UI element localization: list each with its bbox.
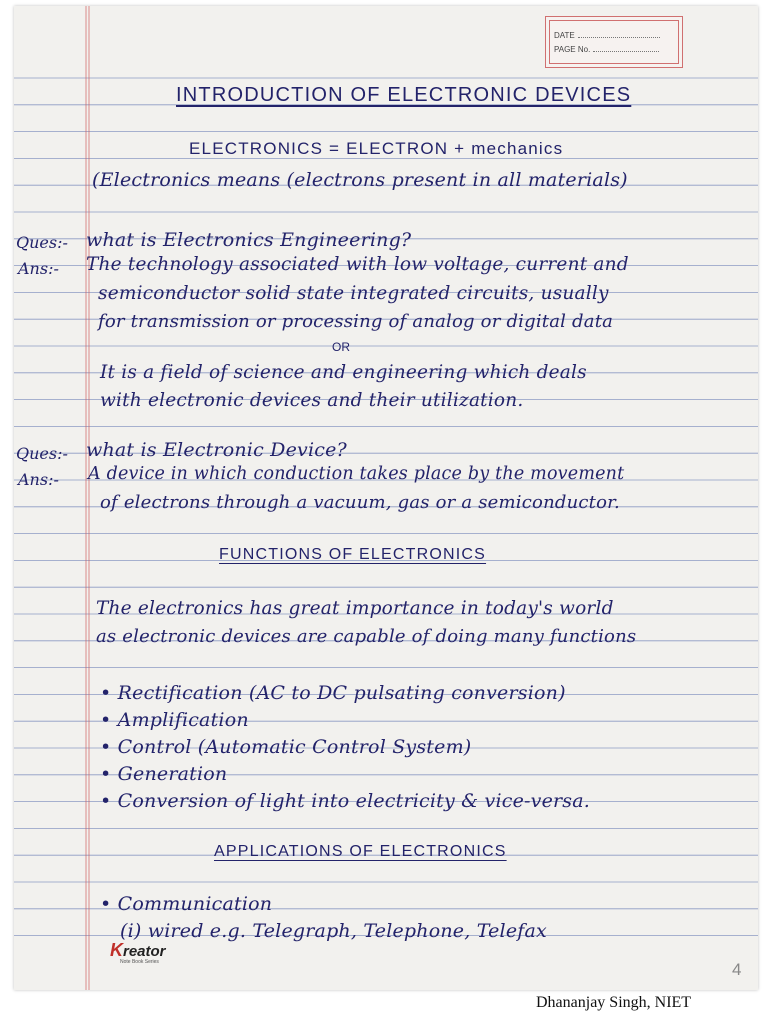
- author-credit: Dhananjay Singh, NIET: [536, 994, 692, 1011]
- date-label: DATE: [554, 31, 660, 40]
- q1-text: what is Electronics Engineering?: [86, 229, 412, 251]
- q2-text: what is Electronic Device?: [86, 439, 347, 461]
- functions-heading: FUNCTIONS OF ELECTRONICS: [219, 546, 487, 563]
- function-item: • Rectification (AC to DC pulsating conversion): [100, 682, 566, 704]
- notebook-page: [14, 6, 758, 990]
- page-number: 4: [732, 960, 742, 979]
- function-item: • Control (Automatic Control System): [100, 736, 472, 758]
- date-page-box: [545, 16, 683, 68]
- brand-logo: Kreator: [110, 940, 166, 960]
- page-number-label: PAGE No.: [554, 45, 659, 54]
- applications-heading: APPLICATIONS OF ELECTRONICS: [214, 843, 507, 860]
- function-item: • Conversion of light into electricity & vice-versa.: [100, 790, 591, 812]
- q2-answer-line: of electrons through a vacuum, gas or a semiconductor.: [100, 492, 620, 513]
- brand-tagline: Note Book Series: [120, 959, 159, 965]
- functions-intro-line: as electronic devices are capable of doing many functions: [96, 626, 637, 647]
- q2-answer-line: A device in which conduction takes place by the movement: [88, 464, 625, 484]
- q1-answer-line: for transmission or processing of analog or digital data: [98, 311, 614, 332]
- q1-alt-answer-line: It is a field of science and engineering which deals: [100, 362, 587, 383]
- q1-label: Ques:-: [16, 233, 68, 252]
- q1-answer-line: The technology associated with low voltage, current and: [86, 254, 629, 275]
- application-sub-item: (i) wired e.g. Telegraph, Telephone, Telefax: [120, 920, 547, 942]
- q1-answer-label: Ans:-: [18, 259, 59, 278]
- formula-note: (Electronics means (electrons present in all materials): [92, 169, 628, 191]
- formula-heading: ELECTRONICS = ELECTRON + mechanics: [189, 139, 564, 158]
- q2-label: Ques:-: [16, 444, 68, 463]
- q1-answer-line: semiconductor solid state integrated circuits, usually: [98, 283, 609, 304]
- q2-answer-label: Ans:-: [18, 470, 59, 489]
- function-item: • Amplification: [100, 709, 249, 731]
- or-separator: OR: [332, 340, 350, 354]
- functions-intro-line: The electronics has great importance in today's world: [96, 598, 614, 619]
- q1-alt-answer-line: with electronic devices and their utilization.: [100, 390, 524, 411]
- function-item: • Generation: [100, 763, 228, 785]
- page-title: INTRODUCTION OF ELECTRONIC DEVICES: [176, 84, 632, 106]
- application-item: • Communication: [100, 893, 273, 915]
